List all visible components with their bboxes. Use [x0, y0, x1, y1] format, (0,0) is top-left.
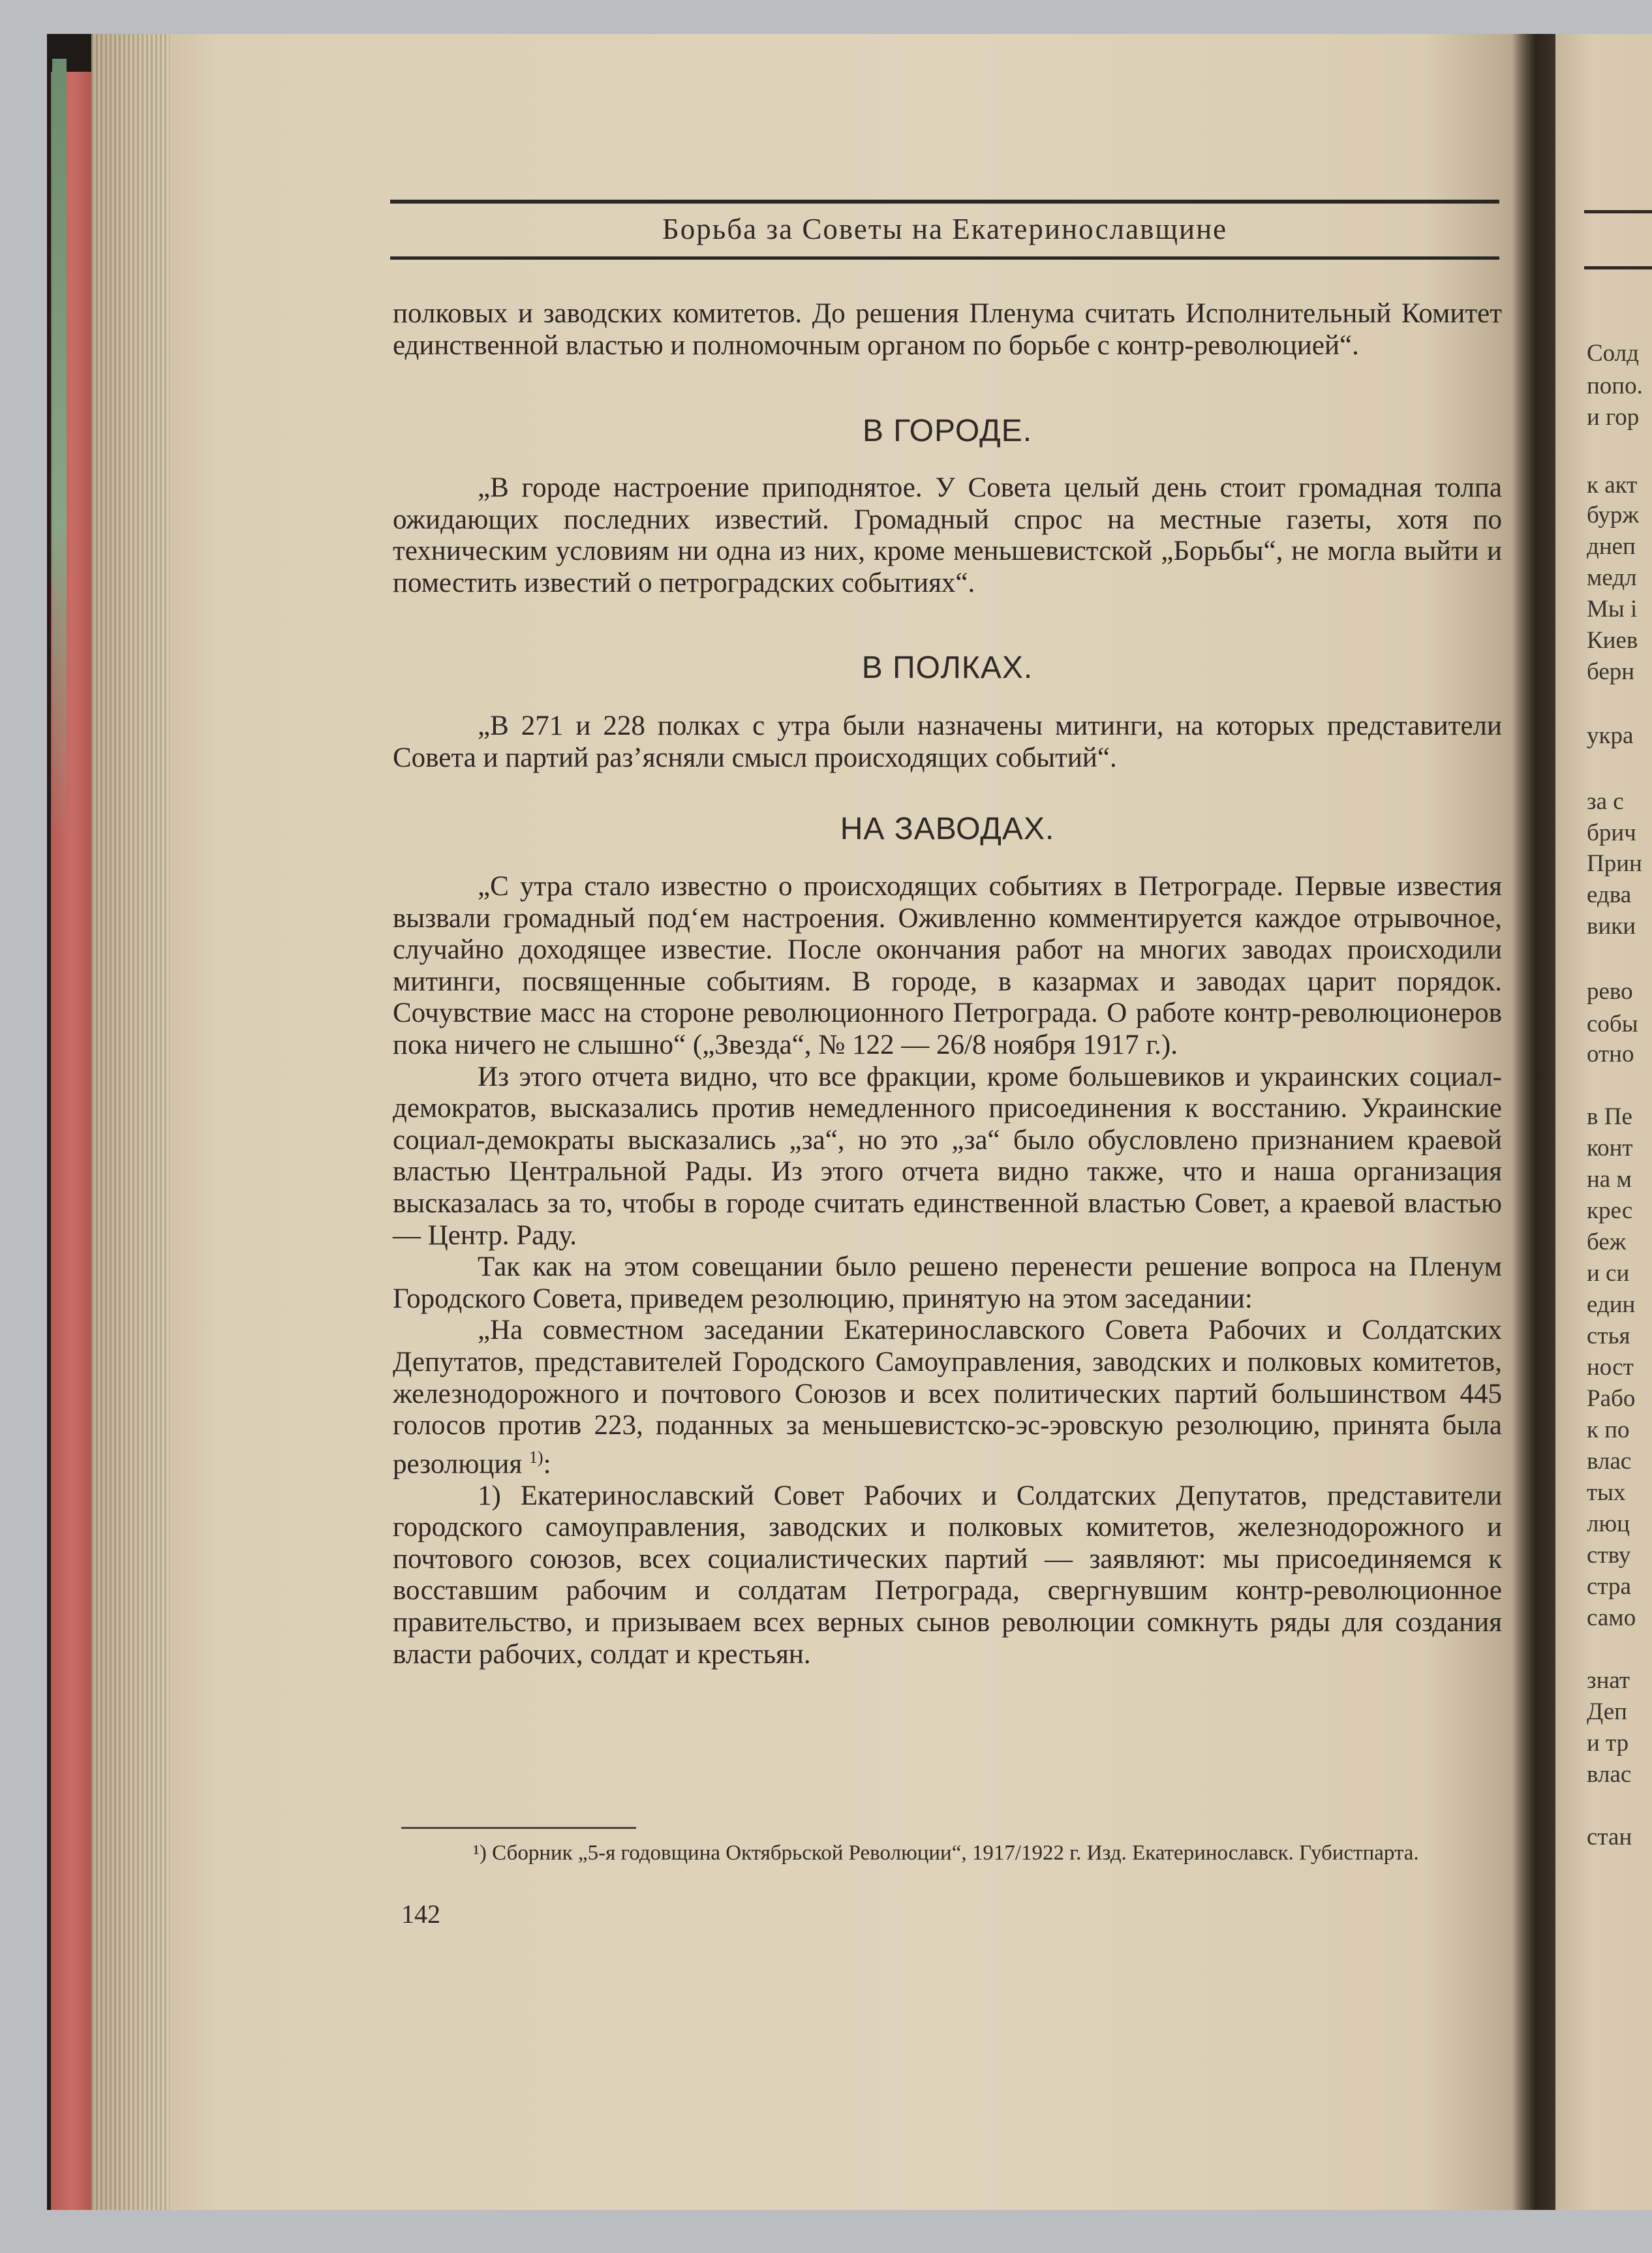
page-edge	[91, 34, 170, 2210]
next-page-fragment: влас	[1587, 1448, 1632, 1475]
next-page-fragment: конт	[1587, 1135, 1633, 1161]
paragraph-text: „С утра стало известно о происходящих событиях в Петрограде. Первые известия вызвали громадный под‘ем настроения. Оживленно комментируется каждое отрывочное, случайно доходящее известие. После окончания работ на многих заводах происходили митинги, посвященные событиям. В городе, в казармах и заводах царит порядок. Сочувствие масс на стороне революционного Петрограда. О работе контр-революционеров пока ничего не слышно“ („Звезда“, № 122 — 26/8 ноября 1917 г.).	[393, 871, 1502, 1060]
next-page-fragment: крес	[1587, 1197, 1633, 1224]
next-page-fragment: ству	[1587, 1542, 1631, 1569]
paragraph-text: полковых и заводских комитетов. До решения Пленума считать Исполнительный Комитет единственной властью и полномочным органом по борьбе с контр-революцией“.	[393, 298, 1502, 361]
footnote-marker: 1)	[528, 1447, 543, 1467]
next-page-fragment: Деп	[1587, 1698, 1627, 1725]
paragraph-text: „На совместном заседании Екатеринославского Совета Рабочих и Солдатских Депутатов, представителей Городского Самоуправления, заводских и полковых комитетов, железнодорожного и почтового Союзов и всех политических партий большинством 445 голосов против 223, поданных за меньшевистско-эс-эровскую резолюцию, принята была резолюция	[393, 1315, 1502, 1480]
next-page-fragment: едва	[1587, 881, 1632, 908]
footnote-rule	[401, 1827, 636, 1829]
next-page-fragment: берн	[1587, 658, 1635, 685]
next-page-header-rule	[1584, 266, 1652, 269]
book-spine-green-strip	[52, 59, 67, 842]
next-page-fragment: ност	[1587, 1354, 1634, 1381]
next-page-fragment: в Пе	[1587, 1103, 1632, 1130]
next-page-fragment: Киев	[1587, 627, 1638, 654]
next-page-fragment: к по	[1587, 1417, 1630, 1443]
paragraph-text: Так как на этом совещании было решено перенести решение вопроса на Пленум Городского Совета, приведем резолюцию, принятую на этом заседании:	[393, 1251, 1502, 1314]
footnote: ¹) Сборник „5-я годовщина Октябрьской Революции“, 1917/1922 г. Изд. Екатеринославск. Губистпарта.	[473, 1841, 1419, 1865]
next-page-fragment: брич	[1587, 820, 1636, 846]
next-page-fragment: рево	[1587, 978, 1633, 1005]
next-page-fragment: и си	[1587, 1260, 1630, 1287]
section-heading-city: В ГОРОДЕ.	[862, 414, 1033, 448]
book-gutter	[1512, 34, 1555, 2210]
next-page-fragment: отно	[1587, 1041, 1634, 1067]
quote-regiments	[393, 711, 1502, 774]
next-page-fragment: стан	[1587, 1824, 1632, 1850]
next-page-header-rule	[1584, 210, 1652, 213]
header-top-rule	[390, 200, 1499, 204]
scan-bottom-border	[47, 2210, 1652, 2253]
next-page-fragment: днеп	[1587, 533, 1636, 560]
paragraph-text: „В городе настроение приподнятое. У Совета целый день стоит громадная толпа ожидающих последних известий. Громадный спрос на местные газеты, хотя по техническим условиям ни одна из них, кроме меньшевистской „Борьбы“, не могла выйти и поместить известий о петроградских событиях“.	[393, 472, 1502, 598]
next-page-fragment: бурж	[1587, 502, 1639, 529]
next-page-fragment: на м	[1587, 1166, 1632, 1193]
paragraph-resolution-intro	[393, 1315, 1502, 1480]
section-heading-factories: НА ЗАВОДАХ.	[840, 812, 1055, 846]
paragraph-continued	[393, 298, 1502, 361]
next-page-fragment: знат	[1587, 1667, 1630, 1694]
next-page-fragment: вики	[1587, 913, 1636, 940]
paragraph-text: „В 271 и 228 полках с утра были назначены митинги, на которых представители Совета и партий раз’ясняли смысл происходящих событий“.	[393, 711, 1502, 773]
main-text-block	[393, 871, 1502, 1670]
next-page-fragment: Прин	[1587, 850, 1642, 877]
next-page-fragment: и гор	[1587, 404, 1640, 431]
next-page-fragment: к акт	[1587, 472, 1638, 498]
next-page-fragment: беж	[1587, 1229, 1627, 1255]
running-head: Борьба за Советы на Екатеринославщине	[662, 213, 1228, 245]
next-page-fragment: люц	[1587, 1510, 1630, 1537]
next-page-fragment: Солд	[1587, 340, 1639, 367]
next-page-fragment: попо.	[1587, 373, 1643, 399]
next-page-fragment: само	[1587, 1604, 1636, 1631]
next-page-fragment: собы	[1587, 1011, 1638, 1037]
next-page-fragment: влас	[1587, 1761, 1632, 1788]
next-page-fragment: за с	[1587, 788, 1624, 815]
next-page-fragment: укра	[1587, 722, 1634, 749]
next-page-fragment: Мы і	[1587, 596, 1638, 622]
paragraph-text: Из этого отчета видно, что все фракции, кроме большевиков и украинских социал-демократов, высказались против немедленного присоединения к восстанию. Украинские социал-демократы высказались „за“, но это „за“ было обусловлено признанием краевой властью Центральной Рады. Из этого отчета видно также, что и наша организация высказалась за то, чтобы в городе считать единственной властью Совет, а краевой властью — Центр. Раду.	[393, 1061, 1502, 1251]
paragraph-text-end: :	[543, 1448, 551, 1480]
next-page-fragment: и тр	[1587, 1730, 1629, 1756]
section-heading-regiments: В ПОЛКАХ.	[861, 651, 1033, 685]
next-page-fragment: един	[1587, 1291, 1636, 1318]
next-page-fragment: медл	[1587, 564, 1637, 591]
next-page-fragment: тых	[1587, 1479, 1626, 1506]
next-page-fragment: стья	[1587, 1323, 1630, 1349]
page-number: 142	[401, 1899, 440, 1929]
next-page-fragment: Рабо	[1587, 1385, 1636, 1412]
next-page-fragment: стра	[1587, 1573, 1631, 1600]
header-bottom-rule	[390, 256, 1499, 260]
paragraph-text: 1) Екатеринославский Совет Рабочих и Солдатских Депутатов, представители городского самоуправления, заводских и полковых комитетов, железнодорожного и почтового союзов, всех социалистических партий — заявляют: мы присоединяемся к восставшим рабочим и солдатам Петрограда, свергнувшим контр-революционное правительство, и призываем всех верных сынов революции сомкнуть ряды для создания власти рабочих, солдат и крестьян.	[393, 1480, 1502, 1670]
quote-city	[393, 472, 1502, 599]
